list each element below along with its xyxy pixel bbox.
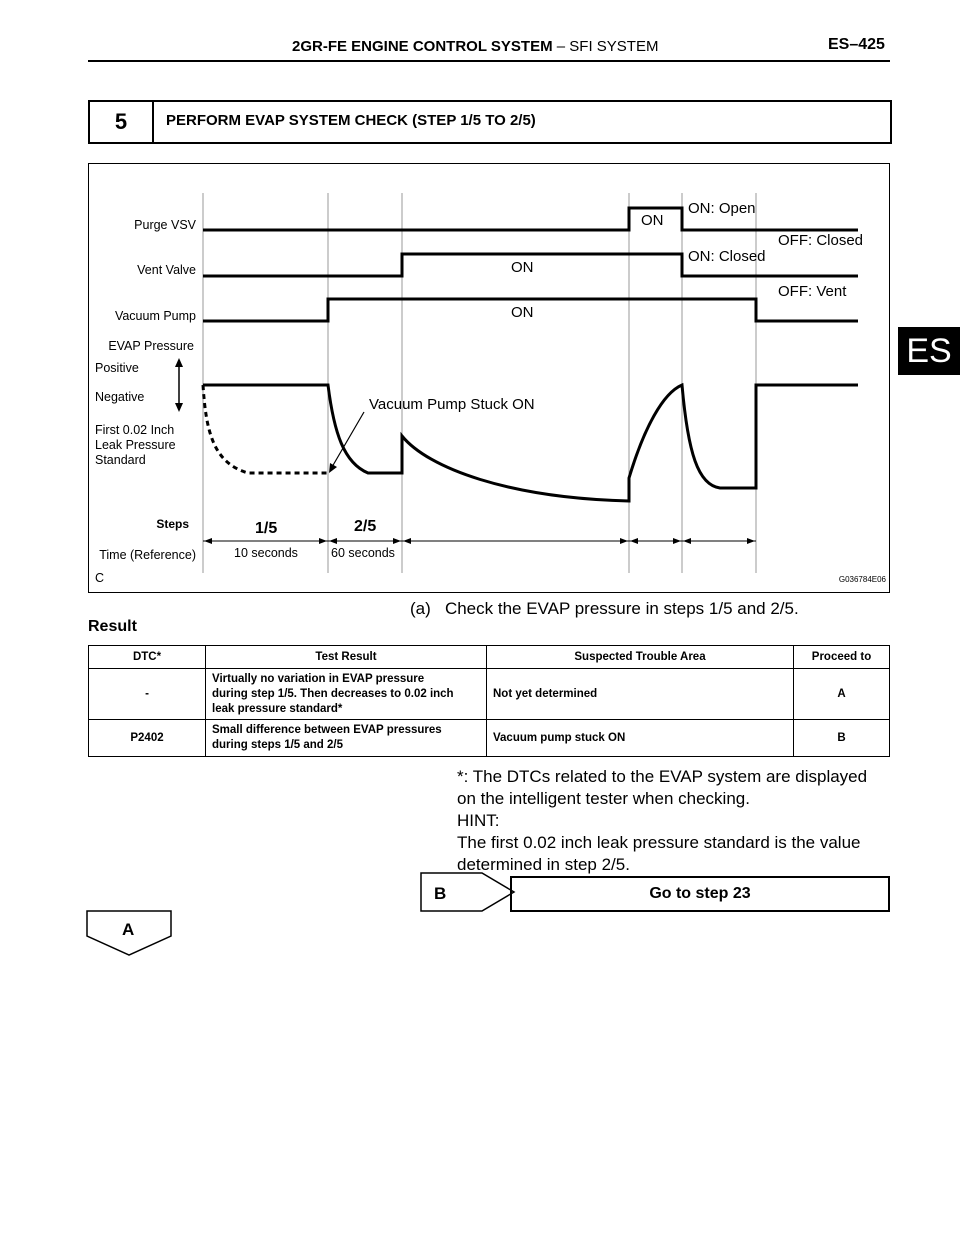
step-label-2-5: 2/5	[354, 518, 377, 535]
header-title	[292, 38, 658, 55]
hint-label: HINT:	[457, 811, 500, 830]
cell-proceed-to: A	[794, 669, 890, 720]
hint-line-1: The first 0.02 inch leak pressure standard is the value	[457, 833, 861, 852]
label-negative: Negative	[95, 390, 145, 404]
step-number: 5	[90, 102, 154, 142]
table-row	[89, 669, 890, 720]
label-time-reference: Time (Reference)	[99, 548, 196, 562]
header-rule	[88, 60, 890, 62]
cell-dtc: P2402	[89, 720, 206, 757]
header-title-rest: SFI SYSTEM	[569, 38, 659, 55]
annot-vacuum-stuck-on: Vacuum Pump Stuck ON	[369, 396, 535, 413]
label-corner-c: C	[95, 571, 105, 585]
label-first-line3: Standard	[95, 453, 146, 467]
evap-timing-diagram	[88, 163, 890, 593]
footnote-line-2: on the intelligent tester when checking.	[457, 789, 750, 808]
section-tab: ES	[898, 327, 960, 375]
positive-negative-arrow	[175, 358, 183, 412]
cell-test-result-line: during step 1/5. Then decreases to 0.02 inch	[212, 687, 454, 700]
branch-b-arrow	[420, 872, 516, 912]
label-positive: Positive	[95, 361, 139, 375]
step-box	[88, 100, 892, 144]
cell-test-result-line: during steps 1/5 and 2/5	[212, 739, 344, 751]
cell-test-result	[206, 669, 487, 720]
instruction-a: (a) Check the EVAP pressure in steps 1/5 and 2/5.	[410, 599, 799, 618]
step-label-1-5: 1/5	[255, 520, 278, 537]
diagram-frame	[89, 164, 890, 593]
header-title-bold: 2GR-FE ENGINE CONTROL SYSTEM	[292, 38, 553, 55]
branch-b-label: B	[434, 884, 447, 903]
cell-suspected-area: Vacuum pump stuck ON	[487, 720, 794, 757]
annot-pump-on: ON	[511, 304, 534, 321]
cell-test-result-line: Small difference between EVAP pressures	[212, 724, 442, 736]
col-dtc: DTC*	[89, 646, 206, 669]
annot-off-closed: OFF: Closed	[778, 232, 864, 249]
header-title-sep: –	[552, 38, 570, 55]
figure-id: G036784E06	[838, 575, 886, 584]
page-number: ES–425	[828, 36, 885, 53]
col-suspected-area: Suspected Trouble Area	[487, 646, 794, 669]
purge-vsv-signal	[203, 208, 858, 230]
cell-proceed-to: B	[794, 720, 890, 757]
footnote-line-1: *: The DTCs related to the EVAP system are displayed	[457, 767, 868, 786]
go-to-step-23-box[interactable]: Go to step 23	[510, 876, 890, 912]
label-evap-pressure: EVAP Pressure	[108, 339, 194, 353]
label-vacuum-pump: Vacuum Pump	[114, 309, 196, 323]
branch-a-label: A	[122, 920, 135, 939]
label-vent-valve: Vent Valve	[137, 263, 196, 277]
time-guides	[203, 193, 756, 573]
table-header-row	[89, 646, 890, 669]
hint-line-2: determined in step 2/5.	[457, 855, 630, 874]
annot-on-open: ON: Open	[688, 200, 756, 217]
result-table	[88, 645, 890, 757]
cell-dtc: -	[89, 669, 206, 720]
cell-test-result	[206, 720, 487, 757]
label-steps: Steps	[156, 517, 189, 531]
annot-on-closed: ON: Closed	[688, 248, 766, 265]
label-first-line1: First 0.02 Inch	[95, 423, 175, 437]
label-first-line2: Leak Pressure	[95, 438, 176, 452]
col-proceed-to: Proceed to	[794, 646, 890, 669]
annot-off-vent: OFF: Vent	[778, 283, 847, 300]
annot-sixty-seconds: 60 seconds	[331, 546, 395, 560]
col-test-result: Test Result	[206, 646, 487, 669]
table-row	[89, 720, 890, 757]
leak-standard-curve	[203, 385, 328, 473]
branch-a-arrow	[86, 910, 172, 956]
cell-test-result-line: leak pressure standard*	[212, 702, 343, 715]
annot-purge-on: ON	[641, 212, 664, 229]
label-purge-vsv: Purge VSV	[134, 218, 196, 232]
step-title: PERFORM EVAP SYSTEM CHECK (STEP 1/5 TO 2/5)	[166, 112, 536, 129]
cell-test-result-line: Virtually no variation in EVAP pressure	[212, 672, 425, 685]
result-label: Result	[88, 618, 137, 635]
cell-suspected-area: Not yet determined	[487, 669, 794, 720]
annot-ten-seconds: 10 seconds	[234, 546, 298, 560]
annot-vent-on: ON	[511, 259, 534, 276]
